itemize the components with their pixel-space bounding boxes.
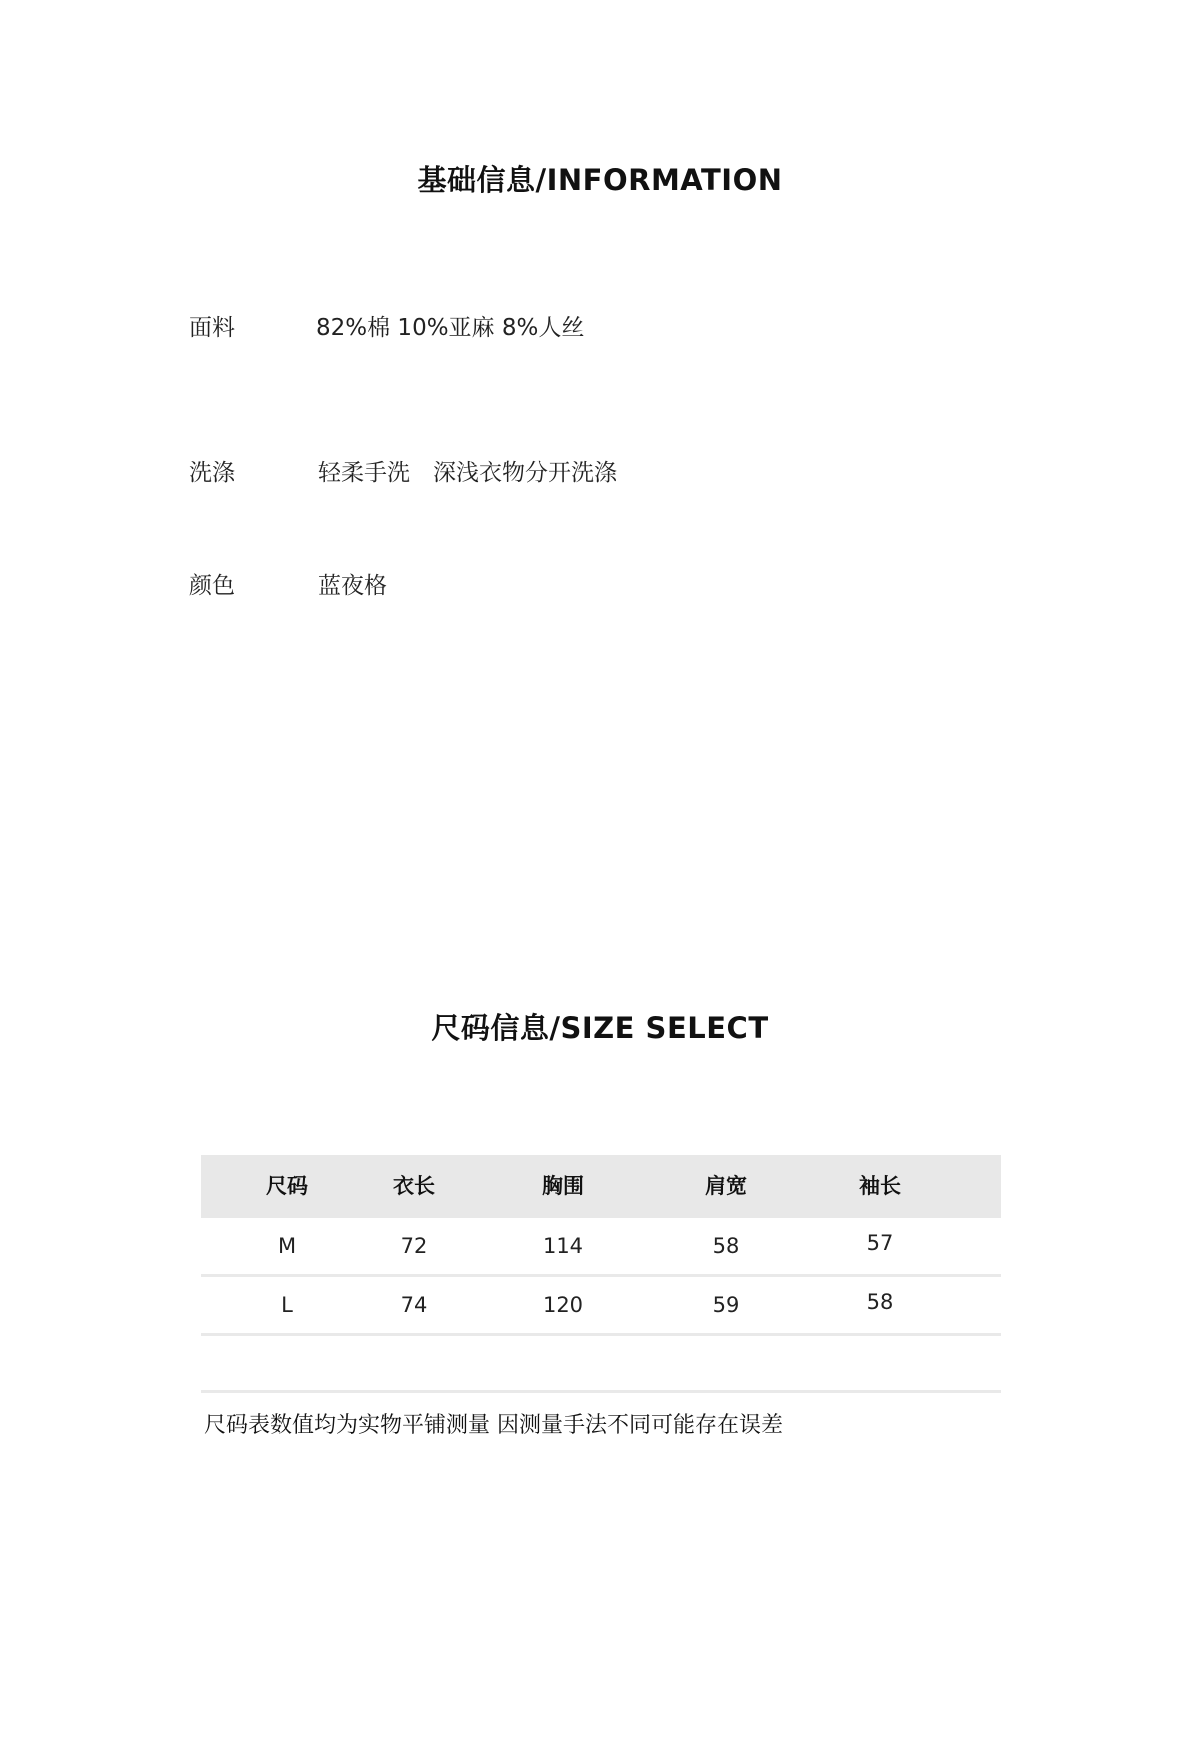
cell-sleeve: 58 (866, 1290, 894, 1314)
header-size: 尺码 (266, 1174, 308, 1198)
cell-sleeve: 57 (866, 1231, 894, 1255)
table-row (201, 1218, 1001, 1277)
table-row (201, 1277, 1001, 1336)
header-shoulder: 肩宽 (705, 1174, 747, 1198)
cell-size: L (281, 1293, 293, 1317)
washing-value: 轻柔手洗 深浅衣物分开洗涤 (318, 460, 617, 486)
washing-label: 洗涤 (189, 460, 235, 486)
table-header (201, 1155, 1001, 1218)
fabric-value: 82%棉 10%亚麻 8%人丝 (316, 315, 585, 341)
cell-chest: 120 (542, 1293, 584, 1317)
cell-length: 72 (400, 1234, 428, 1258)
size-title: 尺码信息/SIZE SELECT (431, 1011, 769, 1045)
cell-shoulder: 58 (712, 1234, 740, 1258)
information-title: 基础信息/INFORMATION (417, 163, 783, 197)
header-sleeve: 袖长 (859, 1174, 901, 1198)
header-length: 衣长 (393, 1174, 435, 1198)
size-table (201, 1155, 1001, 1393)
cell-shoulder: 59 (712, 1293, 740, 1317)
cell-size: M (277, 1234, 297, 1258)
color-label: 颜色 (189, 573, 235, 599)
cell-chest: 114 (542, 1234, 584, 1258)
header-chest: 胸围 (542, 1174, 584, 1198)
color-value: 蓝夜格 (318, 573, 387, 599)
table-divider (201, 1336, 1001, 1393)
cell-length: 74 (400, 1293, 428, 1317)
size-note: 尺码表数值均为实物平铺测量 因测量手法不同可能存在误差 (204, 1413, 783, 1438)
fabric-label: 面料 (189, 315, 235, 341)
